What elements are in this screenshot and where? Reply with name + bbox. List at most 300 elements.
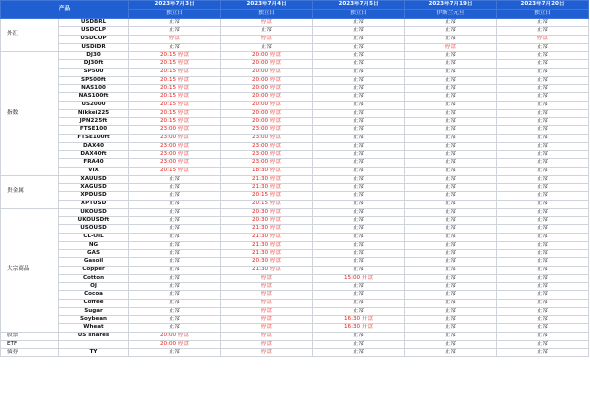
status-cell: 正常 (497, 60, 589, 68)
category-cell: 大宗商品 (1, 208, 59, 332)
table-row (1, 291, 589, 299)
status-cell: 正常 (405, 233, 497, 241)
status-cell: 正常 (405, 307, 497, 315)
table-row (1, 340, 589, 348)
status-cell: 正常 (405, 208, 497, 216)
product-header: 产品 (1, 1, 129, 19)
status-cell: 正常 (497, 142, 589, 150)
table-row (1, 35, 589, 43)
status-cell: 23:00 停盘 (221, 142, 313, 150)
status-cell: 正常 (313, 299, 405, 307)
status-cell: 正常 (313, 85, 405, 93)
status-cell: 正常 (129, 233, 221, 241)
status-cell: 停盘 (221, 340, 313, 348)
status-cell: 正常 (129, 266, 221, 274)
status-cell: 正常 (405, 283, 497, 291)
product-cell: Coffee (59, 299, 129, 307)
status-cell: 20:00 停盘 (221, 93, 313, 101)
status-cell: 正常 (497, 274, 589, 282)
status-cell: 正常 (405, 142, 497, 150)
status-cell: 正常 (129, 19, 221, 27)
status-cell: 正常 (497, 118, 589, 126)
status-cell: 正常 (497, 316, 589, 324)
status-cell: 正常 (313, 118, 405, 126)
product-cell: Cotton (59, 274, 129, 282)
status-cell: 停盘 (221, 19, 313, 27)
status-cell: 21:30 停盘 (221, 225, 313, 233)
status-cell: 20:00 停盘 (221, 52, 313, 60)
product-cell: XPTUSD (59, 200, 129, 208)
status-cell: 正常 (221, 43, 313, 51)
status-cell: 正常 (129, 192, 221, 200)
status-cell: 正常 (313, 184, 405, 192)
table-row (1, 233, 589, 241)
status-cell: 正常 (129, 241, 221, 249)
status-cell: 停盘 (221, 299, 313, 307)
status-cell: 20:30 停盘 (221, 208, 313, 216)
status-cell: 正常 (497, 217, 589, 225)
status-cell: 23:00 停盘 (129, 142, 221, 150)
status-cell: 正常 (313, 142, 405, 150)
status-cell: 正常 (497, 200, 589, 208)
status-cell: 20:00 停盘 (221, 85, 313, 93)
category-cell: 股票 (1, 332, 59, 340)
status-cell: 正常 (129, 324, 221, 332)
table-body (1, 19, 589, 357)
table-row (1, 85, 589, 93)
status-cell: 停盘 (221, 291, 313, 299)
status-cell: 正常 (405, 109, 497, 117)
status-cell: 15:00 开盘 (313, 274, 405, 282)
status-cell: 正常 (313, 93, 405, 101)
status-cell: 正常 (497, 126, 589, 134)
status-cell: 停盘 (221, 35, 313, 43)
status-cell: 正常 (497, 134, 589, 142)
product-cell: NAS100 (59, 85, 129, 93)
status-cell: 正常 (405, 52, 497, 60)
product-cell: Wheat (59, 324, 129, 332)
status-cell: 23:00 停盘 (221, 151, 313, 159)
status-cell: 正常 (313, 159, 405, 167)
status-cell: 23:00 停盘 (129, 151, 221, 159)
status-cell: 正常 (497, 233, 589, 241)
status-cell: 20:15 停盘 (129, 101, 221, 109)
table-row (1, 93, 589, 101)
status-cell: 23:00 停盘 (221, 126, 313, 134)
category-cell: 指数 (1, 52, 59, 176)
status-cell: 正常 (497, 258, 589, 266)
product-cell: USDBRL (59, 19, 129, 27)
status-cell: 停盘 (221, 307, 313, 315)
table-row (1, 60, 589, 68)
product-cell: USDIDR (59, 43, 129, 51)
table-row (1, 217, 589, 225)
table-row (1, 134, 589, 142)
status-cell: 正常 (129, 349, 221, 357)
status-cell: 正常 (497, 266, 589, 274)
product-cell: GAS (59, 250, 129, 258)
status-cell: 正常 (405, 349, 497, 357)
product-cell: VIX (59, 167, 129, 175)
product-cell: USOUSD (59, 225, 129, 233)
table-row (1, 43, 589, 51)
status-cell: 23:00 停盘 (129, 159, 221, 167)
product-cell: NAS100ft (59, 93, 129, 101)
status-cell: 正常 (497, 283, 589, 291)
status-cell: 正常 (313, 283, 405, 291)
status-cell: 正常 (497, 225, 589, 233)
status-cell: 正常 (497, 192, 589, 200)
status-cell: 正常 (405, 200, 497, 208)
product-cell: NG (59, 241, 129, 249)
status-cell: 正常 (405, 167, 497, 175)
product-cell: UKOUSDft (59, 217, 129, 225)
status-cell: 正常 (405, 184, 497, 192)
status-cell: 20:00 停盘 (221, 109, 313, 117)
status-cell: 正常 (497, 349, 589, 357)
status-cell: 正常 (313, 291, 405, 299)
status-cell: 正常 (129, 258, 221, 266)
status-cell: 停盘 (221, 324, 313, 332)
status-cell: 停盘 (221, 349, 313, 357)
table-row (1, 19, 589, 27)
status-cell: 正常 (405, 126, 497, 134)
status-cell: 正常 (405, 225, 497, 233)
table-row (1, 142, 589, 150)
status-cell: 正常 (129, 217, 221, 225)
status-cell: 20:15 停盘 (129, 167, 221, 175)
product-cell: SP500ft (59, 76, 129, 84)
status-cell: 正常 (497, 340, 589, 348)
table-row (1, 225, 589, 233)
status-cell: 20:15 停盘 (221, 200, 313, 208)
product-cell: Sugar (59, 307, 129, 315)
table-row (1, 283, 589, 291)
product-cell: XAGUSD (59, 184, 129, 192)
event-header: 独立日 (497, 10, 589, 19)
date-header: 2023年7月3日 (129, 1, 221, 10)
status-cell: 正常 (313, 134, 405, 142)
product-cell: FRA40 (59, 159, 129, 167)
status-cell: 正常 (313, 76, 405, 84)
status-cell: 正常 (405, 324, 497, 332)
status-cell: 正常 (497, 159, 589, 167)
status-cell: 正常 (405, 85, 497, 93)
status-cell: 正常 (405, 68, 497, 76)
table-row (1, 151, 589, 159)
status-cell: 正常 (129, 307, 221, 315)
table-row (1, 266, 589, 274)
table-row (1, 250, 589, 258)
status-cell: 正常 (497, 167, 589, 175)
status-cell: 20:30 停盘 (221, 258, 313, 266)
status-cell: 正常 (405, 151, 497, 159)
status-cell: 正常 (313, 101, 405, 109)
product-cell: DAX40ft (59, 151, 129, 159)
product-cell: Copper (59, 266, 129, 274)
status-cell: 正常 (497, 85, 589, 93)
status-cell: 正常 (405, 316, 497, 324)
status-cell: 停盘 (221, 274, 313, 282)
status-cell: 正常 (497, 175, 589, 183)
table-row (1, 349, 589, 357)
status-cell: 正常 (313, 175, 405, 183)
status-cell: 正常 (497, 101, 589, 109)
table-row (1, 175, 589, 183)
status-cell: 正常 (129, 291, 221, 299)
product-cell: OJ (59, 283, 129, 291)
status-cell: 21:30 停盘 (221, 175, 313, 183)
status-cell: 正常 (313, 27, 405, 35)
status-cell: 正常 (129, 27, 221, 35)
status-cell: 正常 (313, 217, 405, 225)
status-cell: 正常 (405, 241, 497, 249)
status-cell: 23:00 停盘 (221, 159, 313, 167)
status-cell: 停盘 (221, 316, 313, 324)
status-cell: 正常 (313, 258, 405, 266)
status-cell: 正常 (405, 250, 497, 258)
table-row (1, 307, 589, 315)
status-cell: 正常 (405, 35, 497, 43)
category-cell: ETF (1, 340, 59, 348)
table-row (1, 76, 589, 84)
product-cell: Nikkei225 (59, 109, 129, 117)
date-header: 2023年7月20日 (497, 1, 589, 10)
status-cell: 20:15 停盘 (221, 192, 313, 200)
status-cell: 正常 (313, 307, 405, 315)
status-cell: 正常 (497, 241, 589, 249)
table-row (1, 68, 589, 76)
status-cell: 正常 (313, 340, 405, 348)
status-cell: 正常 (405, 93, 497, 101)
product-cell: SP500 (59, 68, 129, 76)
product-cell: XAUUSD (59, 175, 129, 183)
status-cell: 正常 (405, 118, 497, 126)
status-cell: 停盘 (497, 35, 589, 43)
status-cell: 正常 (313, 349, 405, 357)
status-cell: 正常 (129, 299, 221, 307)
status-cell: 正常 (129, 200, 221, 208)
status-cell: 正常 (497, 27, 589, 35)
status-cell: 21:30 停盘 (221, 233, 313, 241)
status-cell: 正常 (497, 332, 589, 340)
status-cell: 正常 (497, 208, 589, 216)
status-cell: 正常 (405, 192, 497, 200)
status-cell: 停盘 (129, 35, 221, 43)
status-cell: 正常 (313, 208, 405, 216)
status-cell: 正常 (313, 332, 405, 340)
status-cell: 20:00 停盘 (221, 101, 313, 109)
product-cell: US2000 (59, 101, 129, 109)
status-cell: 正常 (129, 43, 221, 51)
status-cell: 正常 (497, 299, 589, 307)
event-header: 独立日 (221, 10, 313, 19)
status-cell: 正常 (497, 307, 589, 315)
product-cell: DJ30 (59, 52, 129, 60)
status-cell: 正常 (405, 217, 497, 225)
status-cell: 16:30 开盘 (313, 316, 405, 324)
product-cell: DJ30ft (59, 60, 129, 68)
status-cell: 正常 (405, 291, 497, 299)
category-cell: 贵金属 (1, 175, 59, 208)
status-cell: 23:00 停盘 (129, 134, 221, 142)
status-cell: 正常 (497, 324, 589, 332)
header-row-dates (1, 1, 589, 10)
status-cell: 20:15 停盘 (129, 118, 221, 126)
table-row (1, 126, 589, 134)
status-cell: 正常 (405, 258, 497, 266)
status-cell: 停盘 (221, 332, 313, 340)
status-cell: 正常 (497, 43, 589, 51)
status-cell: 20:00 停盘 (221, 68, 313, 76)
status-cell: 正常 (405, 159, 497, 167)
status-cell: 20:15 停盘 (129, 60, 221, 68)
table-row (1, 184, 589, 192)
status-cell: 20:15 停盘 (129, 85, 221, 93)
status-cell: 20:00 停盘 (129, 340, 221, 348)
product-cell: TY (59, 349, 129, 357)
status-cell: 20:00 停盘 (221, 60, 313, 68)
event-header: 独立日 (129, 10, 221, 19)
product-cell: FTSE100ft (59, 134, 129, 142)
status-cell: 正常 (497, 19, 589, 27)
status-cell: 正常 (221, 27, 313, 35)
status-cell: 正常 (313, 250, 405, 258)
category-cell: 债券 (1, 349, 59, 357)
status-cell: 停盘 (221, 283, 313, 291)
product-cell: FTSE100 (59, 126, 129, 134)
product-cell: USDCLP (59, 27, 129, 35)
table-row (1, 118, 589, 126)
table-row (1, 192, 589, 200)
status-cell: 20:00 停盘 (221, 76, 313, 84)
product-cell: CL-OIL (59, 233, 129, 241)
status-cell: 正常 (405, 340, 497, 348)
status-cell: 21:30 停盘 (221, 266, 313, 274)
status-cell: 正常 (405, 332, 497, 340)
product-cell: DAX40 (59, 142, 129, 150)
product-cell: UKOUSD (59, 208, 129, 216)
table-row (1, 332, 589, 340)
status-cell: 正常 (313, 126, 405, 134)
status-cell: 正常 (313, 167, 405, 175)
status-cell: 正常 (405, 76, 497, 84)
product-cell: XPDUSD (59, 192, 129, 200)
status-cell: 23:00 停盘 (129, 126, 221, 134)
status-cell: 正常 (313, 19, 405, 27)
table-row (1, 101, 589, 109)
status-cell: 正常 (497, 184, 589, 192)
status-cell: 21:30 停盘 (221, 184, 313, 192)
status-cell: 正常 (313, 200, 405, 208)
table-row (1, 52, 589, 60)
status-cell: 正常 (497, 68, 589, 76)
status-cell: 正常 (405, 27, 497, 35)
table-row (1, 299, 589, 307)
status-cell: 正常 (313, 68, 405, 76)
status-cell: 20:15 停盘 (129, 109, 221, 117)
category-cell: 外汇 (1, 19, 59, 52)
status-cell: 20:15 停盘 (129, 76, 221, 84)
table-row (1, 258, 589, 266)
status-cell: 正常 (497, 291, 589, 299)
date-header: 2023年7月4日 (221, 1, 313, 10)
status-cell: 正常 (497, 250, 589, 258)
status-cell: 正常 (313, 266, 405, 274)
status-cell: 正常 (313, 233, 405, 241)
status-cell: 23:00 停盘 (221, 134, 313, 142)
status-cell: 正常 (129, 274, 221, 282)
event-header: 伊斯兰元旦 (405, 10, 497, 19)
status-cell: 正常 (313, 151, 405, 159)
status-cell: 停盘 (405, 43, 497, 51)
status-cell: 正常 (313, 109, 405, 117)
status-cell: 正常 (313, 192, 405, 200)
status-cell: 正常 (405, 299, 497, 307)
status-cell: 正常 (129, 184, 221, 192)
status-cell: 正常 (497, 93, 589, 101)
product-cell: USDCOP (59, 35, 129, 43)
product-cell: US shares (59, 332, 129, 340)
table-row (1, 241, 589, 249)
status-cell: 正常 (405, 175, 497, 183)
status-cell: 正常 (497, 151, 589, 159)
table-row (1, 109, 589, 117)
product-cell: JPN225ft (59, 118, 129, 126)
status-cell: 正常 (313, 52, 405, 60)
product-cell: Soybean (59, 316, 129, 324)
status-cell: 正常 (129, 225, 221, 233)
status-cell: 正常 (497, 109, 589, 117)
event-header: 独立日 (313, 10, 405, 19)
table-row (1, 208, 589, 216)
status-cell: 20:15 停盘 (129, 93, 221, 101)
table-row (1, 159, 589, 167)
status-cell: 20:00 停盘 (221, 118, 313, 126)
status-cell: 20:00 停盘 (129, 332, 221, 340)
status-cell: 正常 (497, 76, 589, 84)
status-cell: 正常 (129, 283, 221, 291)
status-cell: 正常 (405, 101, 497, 109)
product-cell (59, 340, 129, 348)
status-cell: 正常 (405, 19, 497, 27)
product-cell: Cocoa (59, 291, 129, 299)
status-cell: 21:30 停盘 (221, 241, 313, 249)
status-cell: 正常 (405, 60, 497, 68)
date-header: 2023年7月5日 (313, 1, 405, 10)
status-cell: 正常 (405, 134, 497, 142)
status-cell: 20:30 停盘 (221, 217, 313, 225)
status-cell: 20:15 停盘 (129, 68, 221, 76)
status-cell: 21:30 停盘 (221, 250, 313, 258)
table-row (1, 167, 589, 175)
status-cell: 18:30 停盘 (221, 167, 313, 175)
date-header: 2023年7月19日 (405, 1, 497, 10)
status-cell: 正常 (313, 225, 405, 233)
table-row (1, 324, 589, 332)
status-cell: 正常 (497, 52, 589, 60)
status-cell: 正常 (129, 175, 221, 183)
status-cell: 正常 (313, 43, 405, 51)
status-cell: 正常 (405, 266, 497, 274)
status-cell: 16:30 开盘 (313, 324, 405, 332)
table-row (1, 200, 589, 208)
status-cell: 正常 (129, 250, 221, 258)
table-row (1, 316, 589, 324)
status-cell: 20:15 停盘 (129, 52, 221, 60)
status-cell: 正常 (129, 316, 221, 324)
status-cell: 正常 (313, 241, 405, 249)
